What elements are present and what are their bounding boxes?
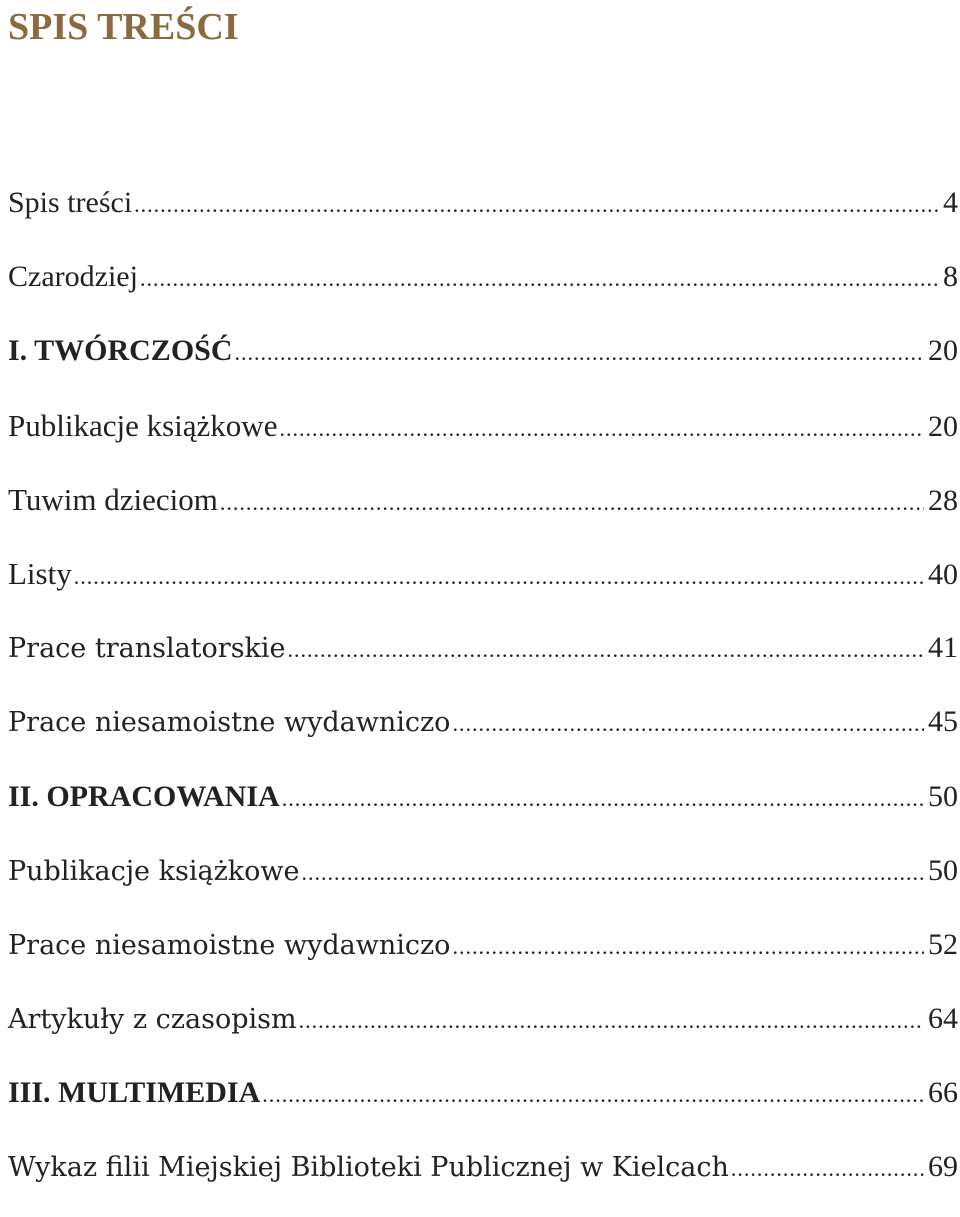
toc-entry-label: Artykuły z czasopism xyxy=(8,1004,297,1036)
toc-entry-listy[interactable] xyxy=(8,549,958,623)
page-title: SPIS TREŚCI xyxy=(8,6,239,48)
toc-entry-publikacje-ksiazkowe[interactable] xyxy=(8,401,958,475)
toc-entry-label: Prace niesamoistne wydawniczo xyxy=(8,707,451,739)
toc-entry-page: 66 xyxy=(928,1076,958,1110)
dot-leader xyxy=(288,625,924,675)
toc-section-multimedia[interactable] xyxy=(8,1068,958,1142)
toc-entry-page: 20 xyxy=(928,334,958,368)
toc-entry-label: Prace niesamoistne wydawniczo xyxy=(8,929,451,961)
toc-entry-label: Spis treści xyxy=(8,186,133,219)
toc-entry-label: Wykaz filii Miejskiej Biblioteki Publicznej w Kielcach xyxy=(8,1152,729,1184)
toc-entry-label: II. OPRACOWANIA xyxy=(8,779,280,813)
toc-entry-page: 28 xyxy=(928,483,958,517)
toc-entry-label: Tuwim dzieciom xyxy=(8,481,218,517)
toc-entry-wykaz-filii[interactable] xyxy=(8,1142,958,1216)
toc-entry-page: 50 xyxy=(928,779,958,813)
toc-entry-label: Listy xyxy=(8,555,72,591)
toc-entry-tuwim-dzieciom[interactable] xyxy=(8,475,958,549)
toc-entry-artykuly[interactable] xyxy=(8,994,958,1068)
toc-entry-label: Czarodziej xyxy=(8,260,138,294)
toc-entry-czarodziej[interactable] xyxy=(8,252,958,326)
toc-entry-prace-translatorskie[interactable] xyxy=(8,623,958,697)
table-of-contents xyxy=(8,178,958,1217)
dot-leader xyxy=(279,404,924,454)
toc-entry-page: 50 xyxy=(928,853,958,887)
toc-entry-publikacje-ksiazkowe-2[interactable] xyxy=(8,846,958,920)
dot-leader xyxy=(452,699,924,749)
toc-section-tworczosc[interactable] xyxy=(8,326,958,400)
dot-leader xyxy=(235,328,924,378)
toc-entry-page: 45 xyxy=(928,705,958,739)
toc-entry-page: 40 xyxy=(928,557,958,591)
toc-entry-page: 41 xyxy=(928,631,958,665)
dot-leader xyxy=(134,180,939,230)
toc-entry-page: 64 xyxy=(928,1002,958,1036)
toc-entry-prace-niesamoistne[interactable] xyxy=(8,697,958,771)
toc-entry-page: 8 xyxy=(943,260,958,294)
toc-entry-page: 4 xyxy=(943,186,958,219)
dot-leader xyxy=(302,848,924,898)
toc-entry-label: Publikacje książkowe xyxy=(8,407,278,443)
toc-entry-prace-niesamoistne-2[interactable] xyxy=(8,920,958,994)
toc-entry-page: 69 xyxy=(928,1150,958,1184)
toc-entry-label: Prace translatorskie xyxy=(8,633,286,665)
dot-leader xyxy=(74,552,924,602)
toc-entry-spis-tresci[interactable] xyxy=(8,178,958,252)
dot-leader xyxy=(262,1070,924,1120)
toc-entry-label: III. MULTIMEDIA xyxy=(8,1076,261,1110)
dot-leader xyxy=(731,1144,924,1194)
dot-leader xyxy=(220,478,924,528)
toc-entry-label: Publikacje książkowe xyxy=(8,855,300,887)
dot-leader xyxy=(452,922,924,972)
dot-leader xyxy=(299,996,924,1046)
toc-entry-page: 52 xyxy=(928,927,958,961)
toc-entry-label: I. TWÓRCZOŚĆ xyxy=(8,334,233,368)
toc-entry-page: 20 xyxy=(928,409,958,443)
dot-leader xyxy=(282,774,924,824)
dot-leader xyxy=(140,254,939,304)
toc-section-opracowania[interactable] xyxy=(8,772,958,846)
